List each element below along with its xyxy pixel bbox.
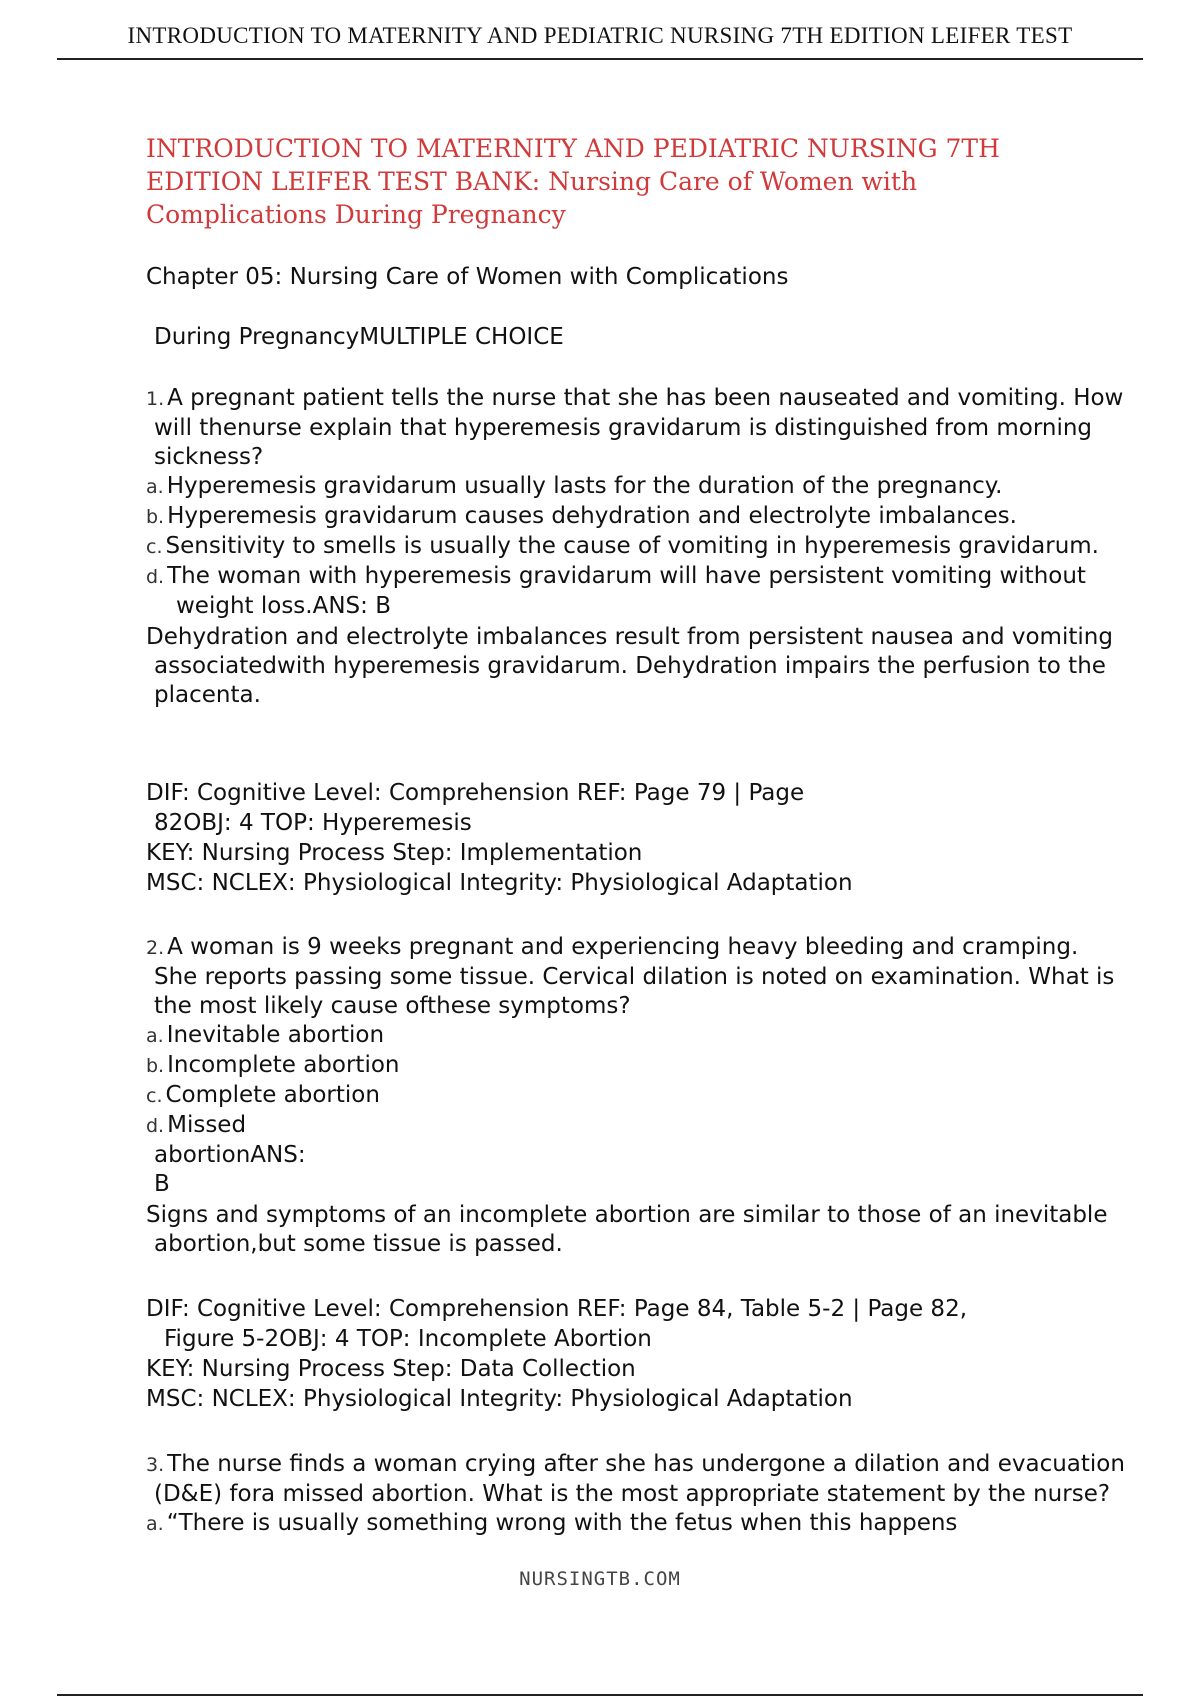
answer-line: abortionANS:	[154, 1142, 306, 1168]
section-heading: During PregnancyMULTIPLE CHOICE	[154, 324, 564, 350]
option-text: The woman with hyperemesis gravidarum will have persistent vomiting without weight loss.ANS: B	[167, 563, 1086, 619]
option-text: Complete abortion	[165, 1082, 380, 1108]
question-3	[146, 1450, 1126, 1539]
question-stem	[146, 384, 1126, 472]
chapter-heading: Chapter 05: Nursing Care of Women with Complications	[146, 264, 789, 290]
answer-letter: B	[154, 1171, 170, 1197]
option-letter: b.	[146, 506, 165, 528]
obj-line: 82OBJ: 4 TOP: Hyperemesis	[154, 810, 472, 836]
obj-line: Figure 5-2OBJ: 4 TOP: Incomplete Abortion	[164, 1326, 652, 1352]
rationale: Dehydration and electrolyte imbalances result from persistent nausea and vomiting associatedwith hyperemesis gravidarum. Dehydration impairs the perfusion to the placenta.	[146, 624, 1113, 708]
option-text: Hyperemesis gravidarum causes dehydration and electrolyte imbalances.	[167, 503, 1017, 529]
question-text: The nurse finds a woman crying after she has undergone a dilation and evacuation (D&E) fora missed abortion. What is the most appropriate statement by the nurse?	[154, 1451, 1125, 1507]
option-letter: b.	[146, 1055, 165, 1077]
option-letter: a.	[146, 476, 164, 498]
answer-option	[146, 1021, 1126, 1051]
answer-option	[146, 1111, 1126, 1141]
question-number: 2.	[146, 937, 165, 959]
running-header: INTRODUCTION TO MATERNITY AND PEDIATRIC NURSING 7TH EDITION LEIFER TEST	[57, 18, 1143, 60]
dif-line: DIF: Cognitive Level: Comprehension REF: Page 79 | Page	[146, 780, 805, 806]
answer-option	[146, 1509, 1126, 1539]
question-2	[146, 933, 1126, 1259]
option-text: Inevitable abortion	[166, 1022, 385, 1048]
rationale: Signs and symptoms of an incomplete abortion are similar to those of an inevitable abortion,but some tissue is passed.	[146, 1202, 1108, 1257]
question-1-metadata	[146, 778, 1126, 898]
key-line: KEY: Nursing Process Step: Implementation	[146, 840, 643, 866]
option-letter: c.	[146, 536, 163, 558]
question-stem	[146, 933, 1126, 1021]
question-1	[146, 384, 1126, 710]
footer-watermark: NURSINGTB.COM	[519, 1568, 681, 1590]
question-text: A woman is 9 weeks pregnant and experiencing heavy bleeding and cramping. She reports passing some tissue. Cervical dilation is noted on examination. What is the most likely cause ofthese symptoms?	[154, 934, 1115, 1019]
dif-line: DIF: Cognitive Level: Comprehension REF: Page 84, Table 5-2 | Page 82,	[146, 1296, 968, 1322]
option-text: “There is usually something wrong with the fetus when this happens	[166, 1510, 958, 1536]
option-letter: a.	[146, 1513, 164, 1535]
option-text: Hyperemesis gravidarum usually lasts for the duration of the pregnancy.	[166, 473, 1003, 499]
answer-option	[146, 472, 1126, 502]
option-text: Incomplete abortion	[167, 1052, 400, 1078]
option-letter: c.	[146, 1085, 163, 1107]
question-number: 3.	[146, 1454, 165, 1476]
answer-option	[146, 502, 1126, 532]
msc-line: MSC: NCLEX: Physiological Integrity: Physiological Adaptation	[146, 1386, 853, 1412]
document-title: INTRODUCTION TO MATERNITY AND PEDIATRIC NURSING 7TH EDITION LEIFER TEST BANK: Nursing Care of Women with Complications During Pregnancy	[146, 134, 1000, 229]
option-letter: d.	[146, 566, 165, 588]
question-stem	[146, 1450, 1126, 1509]
msc-line: MSC: NCLEX: Physiological Integrity: Physiological Adaptation	[146, 870, 853, 896]
option-letter: a.	[146, 1025, 164, 1047]
option-text: Sensitivity to smells is usually the cause of vomiting in hyperemesis gravidarum.	[165, 533, 1099, 559]
question-2-metadata	[146, 1294, 1126, 1414]
question-text: A pregnant patient tells the nurse that she has been nauseated and vomiting. How will thenurse explain that hyperemesis gravidarum is distinguished from morning sickness?	[154, 385, 1124, 470]
answer-option	[146, 1051, 1126, 1081]
answer-option	[146, 1081, 1126, 1111]
answer-option	[146, 562, 1126, 621]
answer-option	[146, 532, 1126, 562]
footer-divider	[57, 1694, 1143, 1696]
question-number: 1.	[146, 388, 165, 410]
option-letter: d.	[146, 1115, 165, 1137]
option-text: Missed	[167, 1112, 247, 1138]
key-line: KEY: Nursing Process Step: Data Collection	[146, 1356, 636, 1382]
